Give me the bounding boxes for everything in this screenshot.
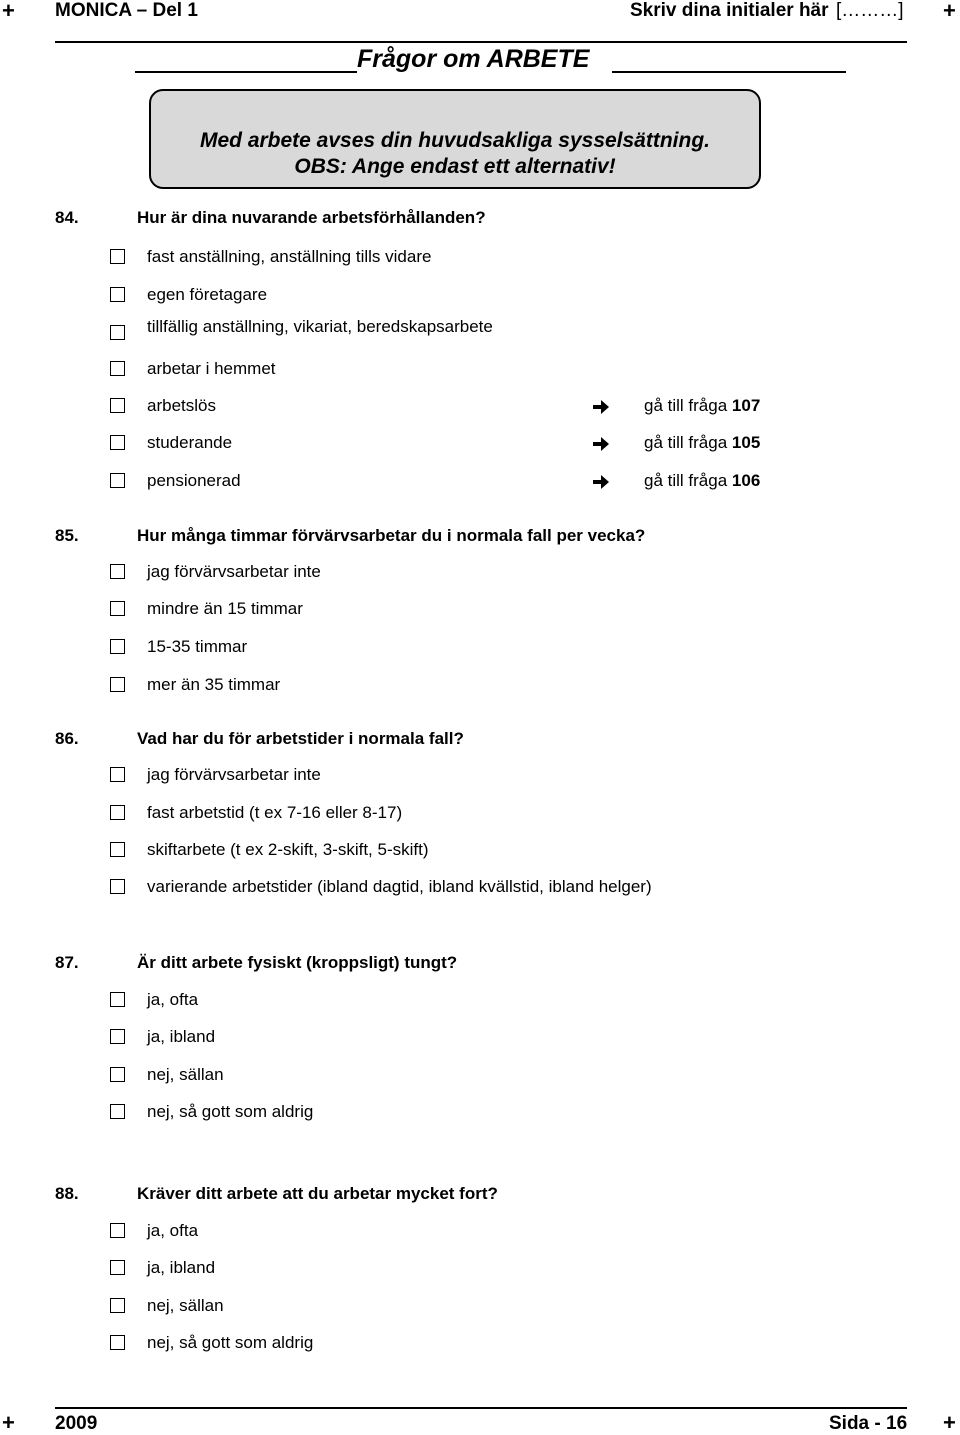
- arrow-right-icon: [592, 399, 610, 415]
- question-number: 84.: [55, 208, 79, 227]
- option-label: egen företagare: [147, 285, 268, 304]
- question-text: Är ditt arbete fysiskt (kroppsligt) tungt?: [137, 953, 458, 972]
- checkbox[interactable]: [110, 398, 125, 413]
- title-rule-left: [135, 71, 357, 73]
- checkbox[interactable]: [110, 249, 125, 264]
- question-number: 85.: [55, 526, 79, 545]
- footer-rule: [55, 1407, 907, 1409]
- checkbox[interactable]: [110, 639, 125, 654]
- arrow-right-icon: [592, 474, 610, 490]
- option-label: arbetar i hemmet: [147, 359, 276, 378]
- checkbox[interactable]: [110, 1029, 125, 1044]
- checkbox[interactable]: [110, 767, 125, 782]
- option-label: nej, så gott som aldrig: [147, 1333, 314, 1352]
- skip-text: gå till fråga: [644, 471, 728, 490]
- checkbox[interactable]: [110, 992, 125, 1007]
- option-label: 15-35 timmar: [147, 637, 248, 656]
- question-number: 88.: [55, 1184, 79, 1203]
- checkbox[interactable]: [110, 879, 125, 894]
- skip-target: 107: [731, 396, 761, 415]
- question-text: Hur är dina nuvarande arbetsförhållanden?: [137, 208, 486, 227]
- section-title: Frågor om ARBETE: [357, 45, 590, 73]
- corner-mark-top-left: +: [2, 0, 15, 23]
- corner-mark-bottom-left: +: [2, 1410, 15, 1435]
- skip-target: 106: [731, 471, 761, 490]
- option-label: fast arbetstid (t ex 7-16 eller 8-17): [147, 803, 403, 822]
- option-label: mindre än 15 timmar: [147, 599, 303, 618]
- question-number: 86.: [55, 729, 79, 748]
- checkbox[interactable]: [110, 325, 125, 340]
- instruction-line-2: OBS: Ange endast ett alternativ!: [294, 155, 616, 178]
- initials-field[interactable]: [………]: [836, 0, 904, 21]
- skip-instruction: [644, 471, 760, 491]
- checkbox[interactable]: [110, 564, 125, 579]
- checkbox[interactable]: [110, 287, 125, 302]
- checkbox[interactable]: [110, 1298, 125, 1313]
- skip-instruction: [644, 396, 760, 416]
- option-label: ja, ofta: [147, 990, 199, 1009]
- question-text: Vad har du för arbetstider i normala fall?: [137, 729, 464, 748]
- corner-mark-bottom-right: +: [943, 1410, 956, 1435]
- checkbox[interactable]: [110, 1335, 125, 1350]
- question-number: 87.: [55, 953, 79, 972]
- checkbox[interactable]: [110, 842, 125, 857]
- initials-label: Skriv dina initialer här: [630, 0, 829, 21]
- checkbox[interactable]: [110, 1223, 125, 1238]
- corner-mark-top-right: +: [943, 0, 956, 23]
- header-rule: [55, 41, 907, 43]
- skip-text: gå till fråga: [644, 396, 728, 415]
- option-label: tillfällig anställning, vikariat, beredskapsarbete: [147, 317, 493, 336]
- checkbox[interactable]: [110, 677, 125, 692]
- option-label: arbetslös: [147, 396, 216, 415]
- option-label: ja, ofta: [147, 1221, 199, 1240]
- instruction-line-1: Med arbete avses din huvudsakliga sysselsättning.: [199, 129, 711, 152]
- checkbox[interactable]: [110, 1067, 125, 1082]
- option-label: jag förvärvsarbetar inte: [147, 765, 321, 784]
- question-text: Kräver ditt arbete att du arbetar mycket fort?: [137, 1184, 498, 1203]
- option-label: nej, sällan: [147, 1296, 224, 1315]
- skip-text: gå till fråga: [644, 433, 728, 452]
- option-label: varierande arbetstider (ibland dagtid, ibland kvällstid, ibland helger): [147, 877, 652, 896]
- option-label: ja, ibland: [147, 1027, 216, 1046]
- checkbox[interactable]: [110, 805, 125, 820]
- option-label: pensionerad: [147, 471, 241, 490]
- option-label: studerande: [147, 433, 233, 452]
- checkbox[interactable]: [110, 473, 125, 488]
- option-label: nej, så gott som aldrig: [147, 1102, 314, 1121]
- skip-target: 105: [731, 433, 761, 452]
- option-label: nej, sällan: [147, 1065, 224, 1084]
- question-text: Hur många timmar förvärvsarbetar du i normala fall per vecka?: [137, 526, 646, 545]
- checkbox[interactable]: [110, 435, 125, 450]
- skip-instruction: [644, 433, 760, 453]
- form-title: MONICA – Del 1: [55, 0, 198, 21]
- footer-year: 2009: [55, 1413, 98, 1434]
- option-label: skiftarbete (t ex 2-skift, 3-skift, 5-skift): [147, 840, 429, 859]
- option-label: ja, ibland: [147, 1258, 216, 1277]
- instruction-box: [149, 89, 761, 189]
- arrow-right-icon: [592, 436, 610, 452]
- checkbox[interactable]: [110, 361, 125, 376]
- checkbox[interactable]: [110, 1260, 125, 1275]
- option-label: jag förvärvsarbetar inte: [147, 562, 321, 581]
- option-label: fast anställning, anställning tills vidare: [147, 247, 432, 266]
- page-number: Sida - 16: [829, 1413, 908, 1434]
- checkbox[interactable]: [110, 601, 125, 616]
- checkbox[interactable]: [110, 1104, 125, 1119]
- title-rule-right: [612, 71, 846, 73]
- option-label: mer än 35 timmar: [147, 675, 281, 694]
